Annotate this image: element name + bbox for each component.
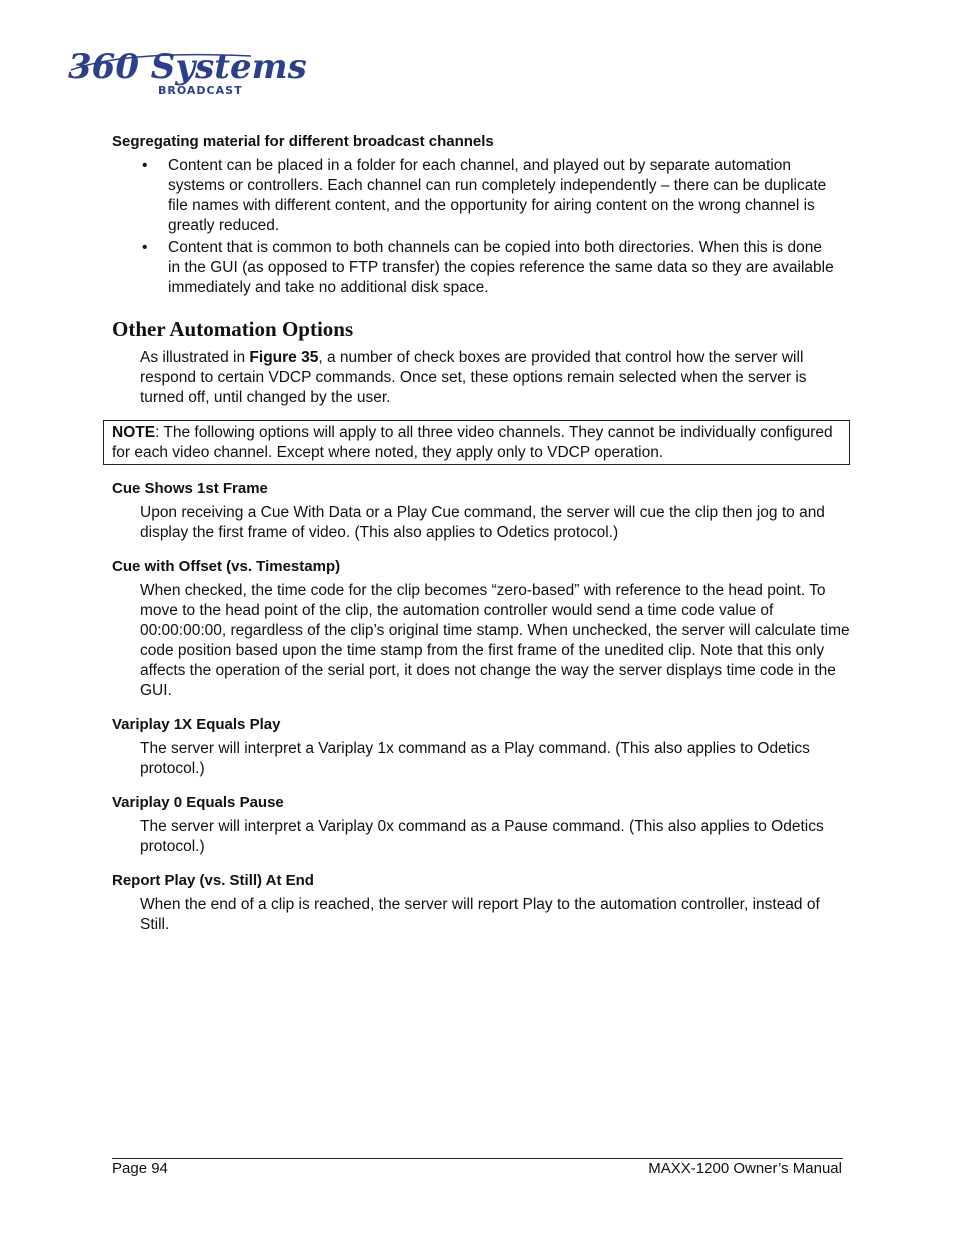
manual-title: MAXX-1200 Owner’s Manual	[648, 1160, 842, 1177]
note-label: NOTE	[112, 424, 156, 441]
list-item	[112, 238, 838, 298]
option-heading: Variplay 0 Equals Pause	[112, 794, 284, 811]
option-heading: Variplay 1X Equals Play	[112, 716, 281, 733]
section-title: Other Automation Options	[112, 317, 354, 341]
intro-paragraph	[140, 348, 852, 408]
option-cue-with-offset	[112, 557, 852, 701]
page-content	[112, 132, 852, 935]
note-box	[103, 420, 850, 465]
option-text: When the end of a clip is reached, the server will report Play to the automation controller, instead of Still.	[140, 896, 820, 933]
option-report-play	[112, 871, 852, 935]
company-logo	[66, 40, 307, 100]
option-text: The server will interpret a Variplay 1x command as a Play command. (This also applies to Odetics protocol.)	[140, 740, 810, 777]
bullet-icon: •	[142, 157, 148, 174]
intro-text: As illustrated in	[140, 349, 250, 366]
option-variplay-0	[112, 793, 852, 857]
option-text: When checked, the time code for the clip becomes “zero-based” with reference to the head point. To move to the head point of the clip, the automation controller would send a time code value of 00:00:00:00, regardless of the clip’s original time stamp. When unchecked, the server will calculate time code position based upon the time stamp from the first frame of the unedited clip. Note that this only affects the operation of the serial port, it does not change the way the server displays time code in the GUI.	[140, 582, 850, 699]
logo-subtext: BROADCAST	[158, 84, 243, 97]
option-heading: Cue with Offset (vs. Timestamp)	[112, 558, 341, 575]
note-text: : The following options will apply to all three video channels. They cannot be individually configured for each video channel. Except where noted, they apply only to VDCP operation.	[112, 424, 833, 461]
option-text: Upon receiving a Cue With Data or a Play Cue command, the server will cue the clip then jog to and display the first frame of video. (This also applies to Odetics protocol.)	[140, 504, 825, 541]
segregating-list	[112, 156, 852, 298]
option-heading: Cue Shows 1st Frame	[112, 480, 268, 497]
intro-text: , a number of check boxes are provided that control how the server will respond to certain VDCP commands. Once set, these options remain selected when the server is turned off, until changed by the user.	[140, 349, 807, 406]
option-cue-shows-1st-frame	[112, 479, 852, 543]
option-variplay-1x	[112, 715, 852, 779]
segregating-heading: Segregating material for different broadcast channels	[112, 133, 494, 150]
list-item	[112, 156, 838, 236]
logo-graphic	[66, 40, 307, 100]
list-item-text: Content can be placed in a folder for each channel, and played out by separate automation systems or controllers. Each channel can run completely independently – there can be duplicate file names with different content, and the opportunity for airing content on the wrong channel is greatly reduced.	[168, 157, 827, 234]
option-text: The server will interpret a Variplay 0x command as a Pause command. (This also applies to Odetics protocol.)	[140, 818, 824, 855]
option-heading: Report Play (vs. Still) At End	[112, 872, 314, 889]
bullet-icon: •	[142, 239, 148, 256]
page-number: Page 94	[112, 1160, 168, 1177]
figure-reference: Figure 35	[249, 349, 319, 366]
logo-wordmark: 360 Systems	[68, 47, 307, 87]
footer-divider	[112, 1158, 843, 1159]
list-item-text: Content that is common to both channels can be copied into both directories. When this is done in the GUI (as opposed to FTP transfer) the copies reference the same data so they are available immediately and take no additional disk space.	[168, 239, 834, 296]
